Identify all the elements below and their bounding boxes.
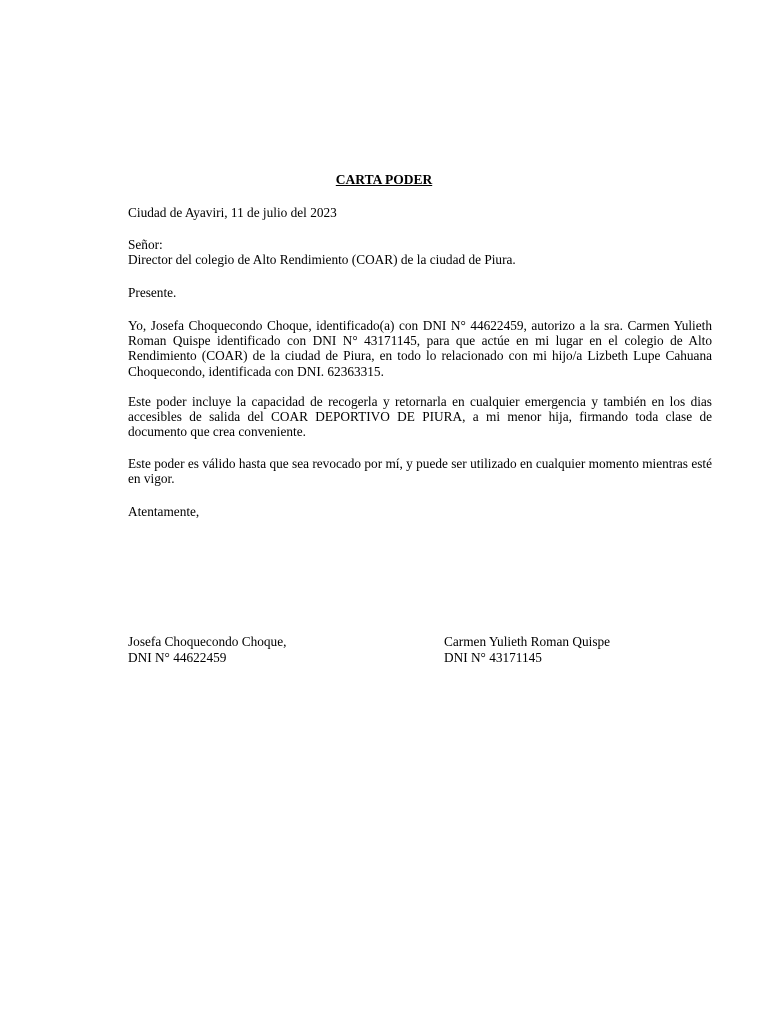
presente: Presente. (128, 285, 177, 300)
place-date: Ciudad de Ayaviri, 11 de julio del 2023 (128, 205, 337, 220)
signatory-right-dni: DNI N° 43171145 (444, 649, 542, 665)
signature-block-left (128, 634, 286, 665)
closing: Atentamente, (128, 504, 200, 519)
paragraph-authorization: Yo, Josefa Choquecondo Choque, identificado(a) con DNI N° 44622459, autorizo a la sra. Carmen Yulieth Roman Quispe identificado con DNI N° 43171145, para que actúe en mi lugar en el colegio de Alto Rendimiento (COAR) de la ciudad de Piura, en todo lo relacionado con mi hijo/a Lizbeth Lupe Cahuana Choquecondo, identificada con DNI. 62363315. (128, 318, 712, 379)
signature-block-right (444, 634, 610, 665)
paragraph-validity: Este poder es válido hasta que sea revocado por mí, y puede ser utilizado en cualquier momento mientras esté en vigor. (128, 456, 712, 487)
recipient: Director del colegio de Alto Rendimiento (COAR) de la ciudad de Piura. (128, 252, 516, 267)
paragraph-scope: Este poder incluye la capacidad de recogerla y retornarla en cualquier emergencia y también en los dias accesibles de salida del COAR DEPORTIVO DE PIURA, a mi menor hija, firmando toda clase de documento que crea conveniente. (128, 394, 712, 440)
signatory-left-name: Josefa Choquecondo Choque, (128, 634, 287, 649)
salutation: Señor: (128, 237, 163, 252)
document-title: CARTA PODER (335, 172, 433, 187)
signatory-left-dni: DNI N° 44622459 (128, 649, 227, 665)
signatory-right-name: Carmen Yulieth Roman Quispe (444, 634, 611, 649)
